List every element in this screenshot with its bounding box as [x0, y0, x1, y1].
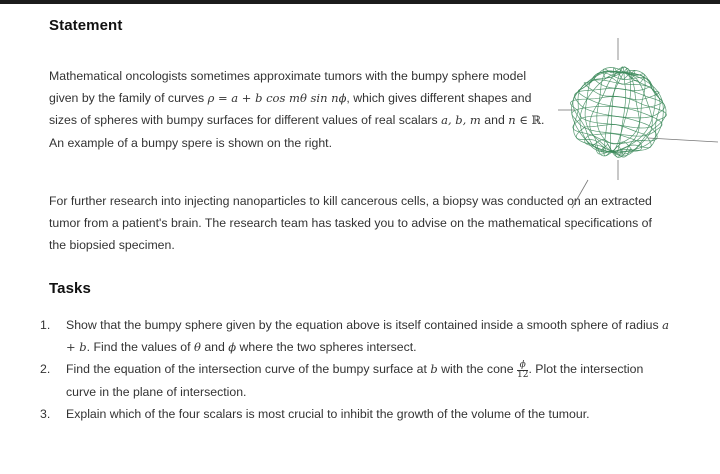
task2-text-b: with the cone [437, 362, 518, 377]
task1-text-b: . Find the values of [86, 340, 194, 355]
task-number: 3. [40, 406, 51, 421]
statement-paragraph-2: For further research into injecting nanoparticles to kill cancerous cells, a biopsy was conducted on an extracted tumor from a patient's brain. The research team has tasked you to advise on the mathematical specifications of the biopsied specimen. [49, 194, 652, 253]
p1-and: and [480, 113, 509, 128]
bumpy-sphere-mesh [570, 67, 666, 158]
task1-text-c: and [200, 340, 229, 355]
task3-text: Explain which of the four scalars is most crucial to inhibit the growth of the volume of the tumour. [66, 406, 590, 421]
p1-text-a: Mathematical oncologists sometimes approximate tumors with the bumpy sphere model given by the family of curves [49, 69, 527, 106]
tasks-heading: Tasks [49, 280, 91, 297]
in-reals: ∈ ℝ [515, 113, 542, 128]
task-item-2 [40, 358, 670, 402]
p1-text-c: . An example of a bumpy spere is shown on the right. [49, 113, 545, 150]
cone-fraction [517, 361, 528, 380]
top-border [0, 0, 720, 4]
fraction-denominator: 12 [517, 369, 529, 380]
radius-expression: a + b [66, 318, 669, 355]
equals-sign: = [214, 91, 232, 106]
bumpy-sphere-figure [548, 30, 720, 230]
rho-symbol: ρ [207, 91, 215, 106]
task-item-1 [40, 314, 670, 358]
statement-heading: Statement [49, 17, 123, 34]
task2-text-c: . Plot the intersection curve in the plane of intersection. [66, 362, 644, 399]
scalar-b: b [430, 362, 438, 377]
axis-line [648, 138, 718, 142]
task-number: 1. [40, 318, 51, 332]
bumpy-sphere-equation: a + b cos mθ sin nϕ [231, 91, 347, 106]
task1-text-d: where the two spheres intersect. [236, 340, 417, 355]
task-item-3 [40, 403, 670, 425]
statement-paragraph-1 [49, 65, 549, 154]
scalars-abm: a, b, m [441, 113, 481, 128]
phi-symbol: ϕ [228, 340, 237, 355]
task-number: 2. [40, 362, 51, 377]
axis-line [572, 180, 588, 208]
figure-axes [558, 38, 718, 208]
task2-text-a: Find the equation of the intersection curve of the bumpy surface at [66, 362, 431, 377]
task-list [40, 314, 670, 425]
scalar-n: n [508, 113, 516, 128]
theta-symbol: θ [193, 340, 201, 355]
task1-text-a: Show that the bumpy sphere given by the equation above is itself contained inside a smooth sphere of radius [66, 318, 663, 332]
fraction-numerator: ϕ [517, 361, 528, 371]
p1-text-b: , which gives different shapes and sizes of spheres with bumpy surfaces for different values of real scalars [49, 91, 532, 128]
